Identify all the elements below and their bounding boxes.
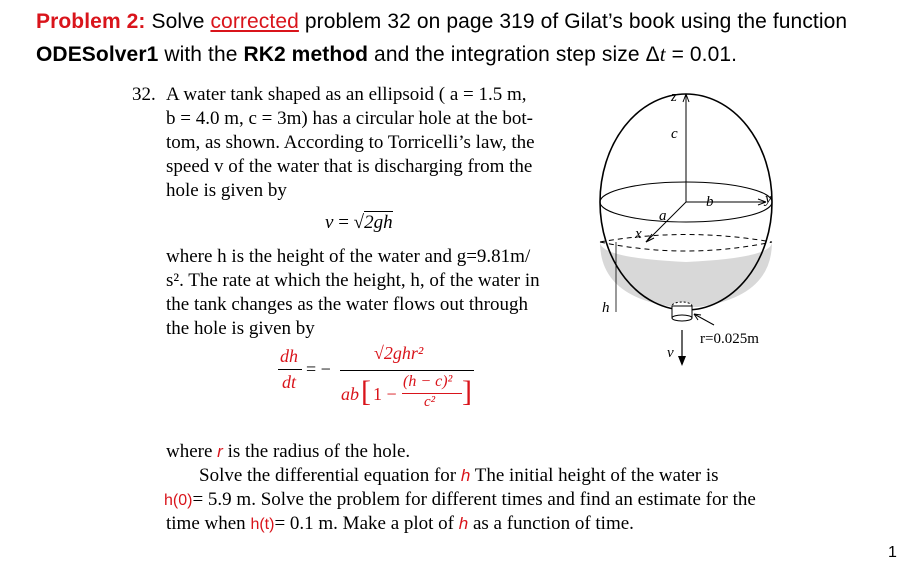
left-bracket: [ (361, 375, 371, 408)
label-h: h (602, 300, 610, 316)
header-text: = 0.01. (665, 43, 738, 66)
label-x: x (635, 226, 642, 242)
v-arrow-head (678, 356, 686, 366)
text: = 5.9 m. Solve the problem for different times and find an estimate for the (192, 489, 756, 510)
t-variable: t (659, 42, 666, 66)
water-surface-front (600, 242, 772, 251)
page-number: 1 (888, 544, 897, 561)
label-z: z (671, 89, 677, 105)
text: as a function of time. (468, 513, 634, 534)
ellipsoid-tank-figure (590, 82, 800, 382)
problem-line: s². The rate at which the height, h, of the water in (166, 270, 540, 291)
odesolver-name: ODESolver1 (36, 43, 159, 66)
sqrt-sign: √ (353, 212, 365, 233)
problem-label: Problem 2: (36, 10, 146, 33)
ht-label: h(t) (250, 516, 275, 533)
r-pointer (694, 314, 714, 325)
problem-line: speed v of the water that is discharging from the (166, 156, 533, 177)
label-a: a (659, 208, 667, 224)
problem-line: tom, as shown. According to Torricelli’s law, the (166, 132, 535, 153)
eq-one-minus: 1 − (373, 384, 397, 404)
where-r-line (166, 441, 410, 463)
problem-line: b = 4.0 m, c = 3m) has a circular hole at the bot- (166, 108, 534, 129)
label-r: r=0.025m (700, 331, 759, 347)
eq-v: v (325, 212, 334, 233)
torricelli-equation (325, 212, 393, 234)
header-text: problem 32 on page 319 of Gilat’s book using the function (298, 10, 848, 33)
eq-equals: = (333, 212, 354, 233)
header-line-1 (36, 10, 847, 34)
header-line-2 (36, 42, 737, 67)
eq-inner-den: c² (424, 394, 436, 410)
label-v: v (667, 345, 674, 361)
problem-number: 32. (132, 84, 156, 105)
text: = 0.1 m. Make a plot of (274, 513, 459, 534)
eq-ab: ab (341, 384, 359, 404)
eq-numerator: √2ghr² (374, 343, 424, 363)
problem-line: the hole is given by (166, 318, 315, 339)
text: time when (166, 513, 251, 534)
eq-dh: dh (280, 346, 298, 366)
header-text: and the integration step size Δ (368, 43, 660, 66)
rk2-method: RK2 method (243, 43, 369, 66)
header-text: with the (158, 43, 244, 66)
h-variable: h (458, 514, 469, 533)
text: The initial height of the water is (470, 465, 719, 486)
label-y: y (765, 191, 772, 207)
water-surface-back (600, 235, 772, 243)
solve-line (199, 465, 719, 487)
label-b: b (706, 194, 714, 210)
h-variable: h (460, 466, 471, 485)
eq-dt: dt (282, 372, 297, 392)
frac-bar-dhdt (278, 369, 302, 370)
problem-line: hole is given by (166, 180, 287, 201)
problem-line: where h is the height of the water and g=9.81m/ (166, 246, 531, 267)
problem-line: the tank changes as the water flows out through (166, 294, 528, 315)
problem-line: A water tank shaped as an ellipsoid ( a = 1.5 m, (166, 84, 527, 105)
label-c: c (671, 126, 678, 142)
text: Solve the differential equation for (199, 465, 461, 486)
time-line (166, 513, 634, 535)
frac-bar-main (340, 370, 474, 371)
h0-line (164, 489, 756, 511)
text: is the radius of the hole. (222, 441, 411, 462)
right-bracket: ] (462, 375, 472, 408)
eq-inner-num: (h − c)² (403, 373, 453, 390)
water-region (600, 242, 772, 307)
header-text: Solve (145, 10, 211, 33)
eq-radicand: 2gh (364, 212, 393, 233)
eq-equals-minus: = − (306, 359, 331, 379)
corrected-word: corrected (210, 10, 299, 33)
text: where (166, 441, 218, 462)
h0-label: h(0) (164, 492, 193, 509)
hole-bottom (672, 315, 692, 321)
r-variable: r (217, 442, 223, 461)
